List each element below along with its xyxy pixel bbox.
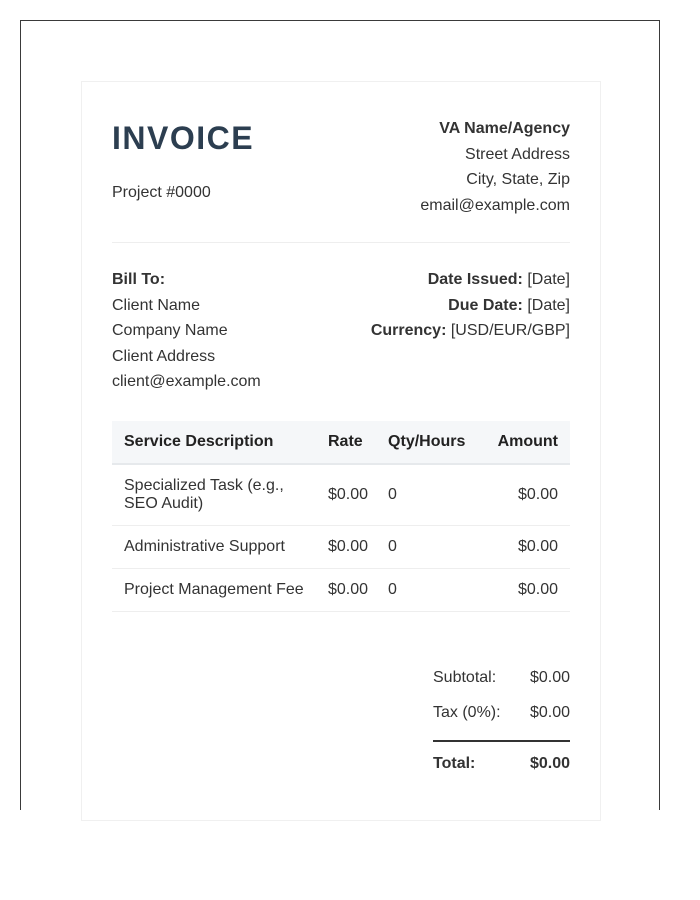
row-amount: $0.00 (480, 464, 570, 526)
project-number: Project #0000 (112, 184, 211, 201)
bill-to-block (112, 267, 261, 395)
invoice-body (112, 112, 570, 772)
row-qty: 0 (376, 464, 480, 526)
total-row (433, 742, 570, 786)
totals-block (433, 660, 570, 786)
due-date-value: [Date] (527, 296, 570, 314)
company-name: Company Name (112, 322, 228, 339)
agency-city-state-zip: City, State, Zip (466, 171, 570, 188)
date-issued-line (371, 267, 570, 293)
currency-line (371, 318, 570, 344)
line-items-table (112, 421, 570, 612)
due-date-label: Due Date: (448, 296, 523, 314)
invoice-card (81, 81, 601, 821)
due-date-line (371, 293, 570, 319)
currency-value: [USD/EUR/GBP] (450, 322, 570, 339)
agency-name: VA Name/Agency (439, 120, 570, 137)
table-row (112, 464, 570, 526)
agency-street: Street Address (465, 145, 570, 163)
row-qty: 0 (376, 569, 480, 612)
row-amount: $0.00 (480, 526, 570, 569)
row-rate: $0.00 (320, 526, 376, 569)
table-header-row (112, 421, 570, 464)
row-rate: $0.00 (320, 464, 376, 526)
row-description: Project Management Fee (112, 569, 320, 612)
total-label: Total: (433, 755, 476, 772)
invoice-header (112, 112, 570, 242)
tax-value: $0.00 (529, 703, 570, 721)
table-row (112, 569, 570, 612)
header-amount: Amount (480, 421, 570, 464)
agency-email: email@example.com (420, 196, 570, 214)
header-divider (112, 242, 570, 243)
row-description: Specialized Task (e.g., SEO Audit) (112, 464, 320, 526)
agency-block (420, 116, 570, 218)
header-rate: Rate (320, 421, 376, 464)
client-email: client@example.com (112, 373, 261, 390)
header-qty-hours: Qty/Hours (376, 421, 480, 464)
date-issued-label: Date Issued: (427, 271, 523, 288)
subtotal-row (433, 660, 570, 695)
invoice-title: INVOICE (112, 120, 255, 156)
currency-label: Currency: (370, 322, 447, 339)
dates-block (371, 267, 570, 344)
date-issued-value: [Date] (527, 271, 570, 288)
subtotal-label: Subtotal: (433, 668, 497, 686)
row-rate: $0.00 (320, 569, 376, 612)
client-name: Client Name (112, 296, 201, 314)
row-qty: 0 (376, 526, 480, 569)
client-address: Client Address (112, 347, 216, 365)
total-value: $0.00 (529, 755, 570, 772)
table-row (112, 526, 570, 569)
bill-to-label: Bill To: (112, 271, 166, 288)
header-service-description: Service Description (112, 421, 320, 464)
subtotal-value: $0.00 (529, 668, 570, 686)
tax-row (433, 695, 570, 730)
row-description: Administrative Support (112, 526, 320, 569)
row-amount: $0.00 (480, 569, 570, 612)
tax-label: Tax (0%): (433, 703, 501, 721)
